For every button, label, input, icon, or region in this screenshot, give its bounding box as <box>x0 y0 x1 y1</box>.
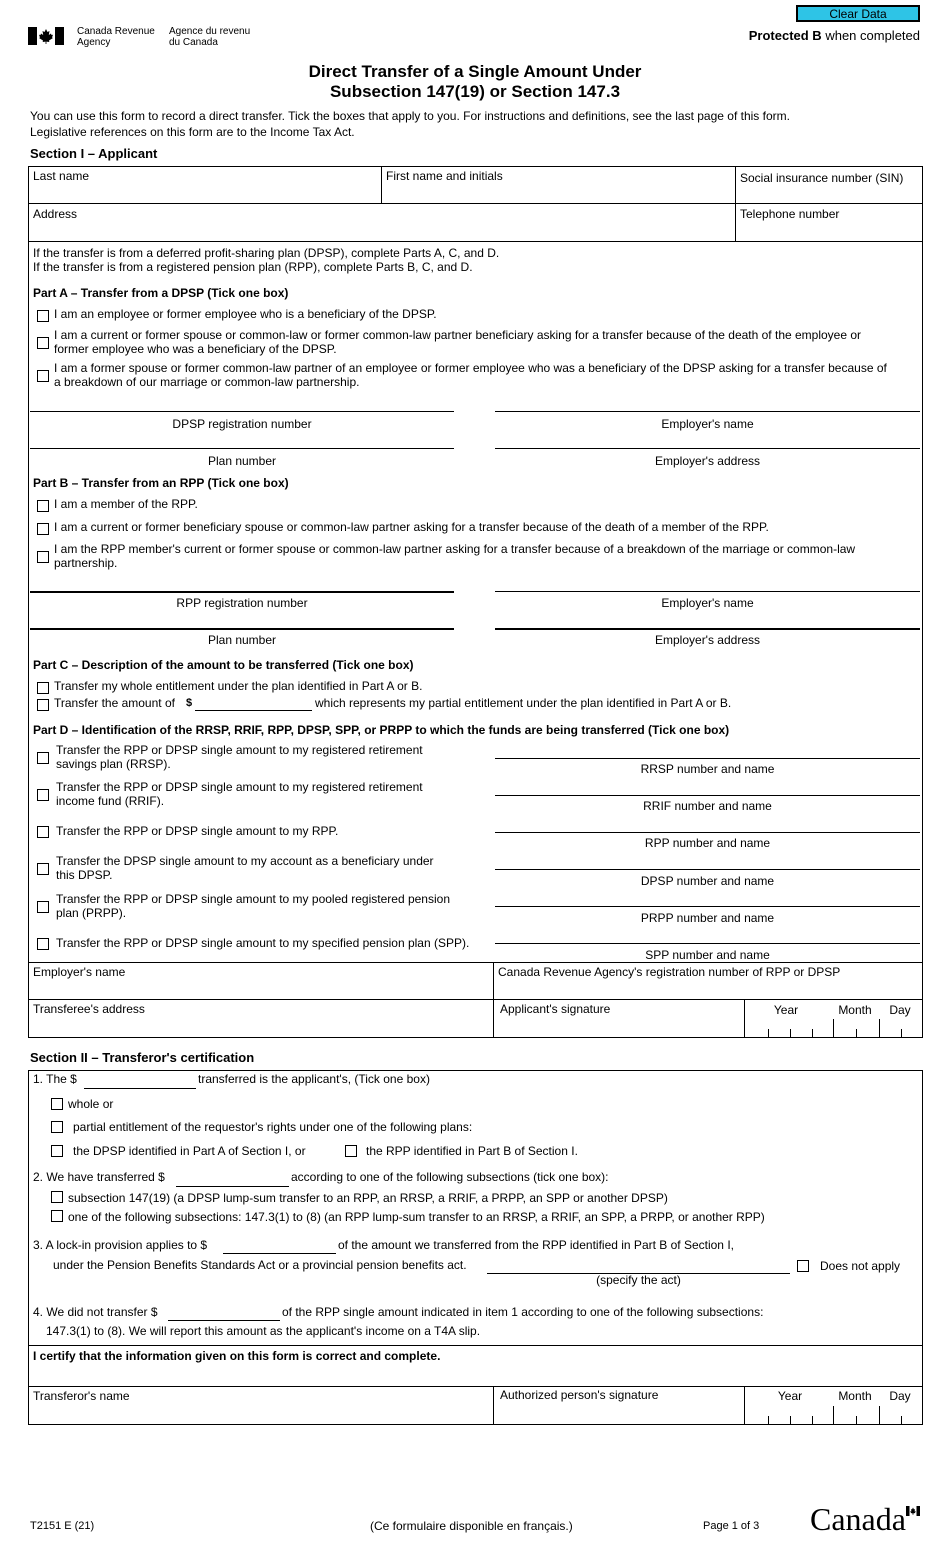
item1-checkbox-dpsp[interactable] <box>51 1145 63 1157</box>
rpp-reg-line[interactable] <box>30 591 454 593</box>
form-title: Direct Transfer of a Single Amount Under Subsection 147(19) or Section 147.3 <box>308 62 642 101</box>
item1-dpsp-label: the DPSP identified in Part A of Section I, or <box>73 1144 306 1158</box>
item2-checkbox-147-3[interactable] <box>51 1210 63 1222</box>
partB-plan-line[interactable] <box>30 628 454 630</box>
prpp-label: PRPP number and name <box>640 911 775 925</box>
clear-data-button[interactable]: Clear Data <box>796 5 920 22</box>
applicant-year-label: Year <box>773 1003 799 1017</box>
item4-prefix: 4. We did not transfer $ <box>33 1305 158 1319</box>
employer-name-field[interactable]: Employer's name <box>33 965 126 979</box>
item4-suffix: of the RPP single amount indicated in item 1 according to one of the following subsections: <box>282 1305 764 1319</box>
partA-plan-label: Plan number <box>207 454 277 468</box>
rrsp-input-line[interactable] <box>495 758 920 759</box>
item2-suffix: according to one of the following subsections (tick one box): <box>291 1170 609 1184</box>
partD-checkbox-dpsp[interactable] <box>37 863 49 875</box>
item1-whole-label: whole or <box>68 1097 114 1111</box>
item1-checkbox-partial[interactable] <box>51 1121 63 1133</box>
partB-checkbox-3[interactable] <box>37 551 49 563</box>
item1-checkbox-rpp[interactable] <box>345 1145 357 1157</box>
partC-dollar-sign: $ <box>186 697 193 709</box>
canada-wordmark-flag-icon <box>906 1506 920 1516</box>
partD-option-dpsp: Transfer the DPSP single amount to my account as a beneficiary under this DPSP. <box>56 854 434 882</box>
prpp-input-line[interactable] <box>495 906 920 907</box>
item1-amount-input[interactable] <box>84 1088 196 1089</box>
item1-partial-label: partial entitlement of the requestor's rights under one of the following plans: <box>73 1120 473 1134</box>
item3-amount-input[interactable] <box>223 1253 336 1254</box>
partB-employer-address-line[interactable] <box>495 628 920 630</box>
last-name-field[interactable]: Last name <box>33 169 90 183</box>
rrif-label: RRIF number and name <box>643 799 772 813</box>
french-availability: (Ce formulaire disponible en français.) <box>370 1519 573 1533</box>
partD-checkbox-rrsp[interactable] <box>37 752 49 764</box>
partB-employer-name-line[interactable] <box>495 591 920 592</box>
transferor-year-label: Year <box>777 1389 803 1403</box>
certify-statement: I certify that the information given on this form is correct and complete. <box>33 1349 441 1363</box>
partD-option-rrsp: Transfer the RPP or DPSP single amount to my registered retirement savings plan (RRSP). <box>56 743 423 771</box>
item2-checkbox-147-19[interactable] <box>51 1191 63 1203</box>
partA-option-2: I am a current or former spouse or common-law or former common-law partner beneficiary asking for a transfer because of the death of the employee or former employee who was a beneficiary of the DPSP. <box>54 328 862 356</box>
partD-checkbox-spp[interactable] <box>37 938 49 950</box>
canada-flag-icon <box>28 27 64 45</box>
first-name-field[interactable]: First name and initials <box>386 169 503 183</box>
intro-text: You can use this form to record a direct transfer. Tick the boxes that apply to you. For instructions and definitions, see the last page of this form. Legislative references on this form are to the Income Tax Act. <box>30 109 790 139</box>
form-number: T2151 E (21) <box>30 1520 95 1532</box>
item3-line2: under the Pension Benefits Standards Act or a provincial pension benefits act. <box>53 1258 467 1272</box>
transferor-name-field[interactable]: Transferor's name <box>33 1389 130 1403</box>
item1-suffix: transferred is the applicant's, (Tick one box) <box>198 1072 430 1086</box>
transferee-address-field[interactable]: Transferee's address <box>33 1002 145 1016</box>
dpsp-input-line[interactable] <box>495 869 920 870</box>
rpp-reg-label: RPP registration number <box>176 596 308 610</box>
item1-rpp-label: the RPP identified in Part B of Section I. <box>366 1144 578 1158</box>
partB-option-3: I am the RPP member's current or former spouse or common-law partner asking for a transfer because of a breakdown of the marriage or common-law partnership. <box>54 542 856 570</box>
partA-employer-name-label: Employer's name <box>661 417 754 431</box>
partA-employer-name-line[interactable] <box>495 411 920 412</box>
item3-prefix: 3. A lock-in provision applies to $ <box>33 1238 208 1252</box>
item2-prefix: 2. We have transferred $ <box>33 1170 165 1184</box>
item3-not-apply-label: Does not apply <box>820 1259 901 1273</box>
rrif-input-line[interactable] <box>495 795 920 796</box>
partC-option-2-label: Transfer the amount of <box>54 696 175 710</box>
item3-specify-label: (specify the act) <box>596 1273 681 1287</box>
partA-employer-address-label: Employer's address <box>655 454 760 468</box>
partB-employer-name-label: Employer's name <box>661 596 754 610</box>
partD-option-prpp: Transfer the RPP or DPSP single amount to my pooled registered pension plan (PRPP). <box>56 892 450 920</box>
partB-checkbox-2[interactable] <box>37 523 49 535</box>
partA-option-3: I am a former spouse or former common-law partner of an employee or former employee who was a beneficiary of the DPSP asking for a transfer because of a breakdown of our marriage or common-law partnership. <box>54 361 887 389</box>
applicant-signature-field[interactable]: Applicant's signature <box>500 1002 611 1016</box>
item4-line2: 147.3(1) to (8). We will report this amount as the applicant's income on a T4A slip. <box>46 1324 481 1338</box>
item4-amount-input[interactable] <box>168 1320 280 1321</box>
partD-option-rpp: Transfer the RPP or DPSP single amount to my RPP. <box>56 824 339 838</box>
partA-checkbox-1[interactable] <box>37 310 49 322</box>
rpp-label: RPP number and name <box>644 836 771 850</box>
item2-option-2: one of the following subsections: 147.3(1) to (8) (an RPP lump-sum transfer to an RRSP, a RRIF, an SPP, a PRPP, or another RPP) <box>68 1210 765 1224</box>
partC-checkbox-2[interactable] <box>37 699 49 711</box>
agency-name-fr: Agence du revenu du Canada <box>169 26 251 48</box>
partB-title: Part B – Transfer from an RPP (Tick one box) <box>33 476 289 490</box>
canada-wordmark: Canada <box>810 1502 906 1536</box>
partD-option-rrif: Transfer the RPP or DPSP single amount to my registered retirement income fund (RRIF). <box>56 780 423 808</box>
protected-b-label: Protected B when completed <box>748 28 920 43</box>
partD-checkbox-prpp[interactable] <box>37 901 49 913</box>
transferor-month-label: Month <box>838 1389 872 1403</box>
transferor-day-label: Day <box>889 1389 911 1403</box>
dpsp-reg-label: DPSP registration number <box>172 417 312 431</box>
spp-input-line[interactable] <box>495 943 920 944</box>
applicant-day-label: Day <box>889 1003 911 1017</box>
instruction-text: If the transfer is from a deferred profit-sharing plan (DPSP), complete Parts A, C, and D. If the transfer is from a registered pension plan (RPP), complete Parts B, C, and D. <box>33 246 500 274</box>
item3-checkbox-not-apply[interactable] <box>797 1260 809 1272</box>
partA-checkbox-2[interactable] <box>37 337 49 349</box>
partB-option-1: I am a member of the RPP. <box>54 497 198 511</box>
partC-option-2-suffix: which represents my partial entitlement under the plan identified in Part A or B. <box>315 696 732 710</box>
item1-checkbox-whole[interactable] <box>51 1098 63 1110</box>
partC-option-1: Transfer my whole entitlement under the plan identified in Part A or B. <box>54 679 423 693</box>
partB-checkbox-1[interactable] <box>37 500 49 512</box>
partB-plan-label: Plan number <box>207 633 277 647</box>
partB-employer-address-label: Employer's address <box>655 633 760 647</box>
partD-checkbox-rrif[interactable] <box>37 789 49 801</box>
rpp-input-line[interactable] <box>495 832 920 833</box>
partC-checkbox-1[interactable] <box>37 682 49 694</box>
address-field[interactable]: Address <box>33 207 78 221</box>
partA-title: Part A – Transfer from a DPSP (Tick one box) <box>33 286 289 300</box>
telephone-field[interactable]: Telephone number <box>740 207 840 221</box>
item3-suffix: of the amount we transferred from the RPP identified in Part B of Section I, <box>338 1238 734 1252</box>
authorized-signature-field[interactable]: Authorized person's signature <box>500 1388 659 1402</box>
sin-field[interactable]: Social insurance number (SIN) <box>740 171 904 185</box>
item2-option-1: subsection 147(19) (a DPSP lump-sum transfer to an RPP, an RRSP, a RRIF, a PRPP, an SPP or another DPSP) <box>68 1191 668 1205</box>
dpsp-label: DPSP number and name <box>640 874 775 888</box>
agency-name-en: Canada Revenue Agency <box>77 26 155 48</box>
dpsp-reg-line[interactable] <box>30 411 454 412</box>
partC-amount-input[interactable] <box>195 710 312 711</box>
partB-option-2: I am a current or former beneficiary spouse or common-law partner asking for a transfer because of the death of a member of the RPP. <box>54 520 769 534</box>
page-number: Page 1 of 3 <box>703 1520 760 1532</box>
partA-employer-address-line[interactable] <box>495 448 920 449</box>
partA-plan-line[interactable] <box>30 448 454 449</box>
spp-label: SPP number and name <box>645 948 770 962</box>
rrsp-label: RRSP number and name <box>640 762 775 776</box>
partD-checkbox-rpp[interactable] <box>37 826 49 838</box>
applicant-month-label: Month <box>838 1003 872 1017</box>
partA-checkbox-3[interactable] <box>37 370 49 382</box>
partD-option-spp: Transfer the RPP or DPSP single amount to my specified pension plan (SPP). <box>56 936 470 950</box>
partA-option-1: I am an employee or former employee who is a beneficiary of the DPSP. <box>54 307 437 321</box>
item2-amount-input[interactable] <box>176 1186 289 1187</box>
section1-title: Section I – Applicant <box>30 146 158 161</box>
section2-title: Section II – Transferor's certification <box>30 1050 255 1065</box>
cra-registration-field[interactable]: Canada Revenue Agency's registration number of RPP or DPSP <box>498 965 841 979</box>
item1-prefix: 1. The $ <box>33 1072 77 1086</box>
partC-title: Part C – Description of the amount to be transferred (Tick one box) <box>33 658 414 672</box>
partD-title: Part D – Identification of the RRSP, RRIF, RPP, DPSP, SPP, or PRPP to which the funds are being transferred (Tick one box) <box>33 723 730 737</box>
